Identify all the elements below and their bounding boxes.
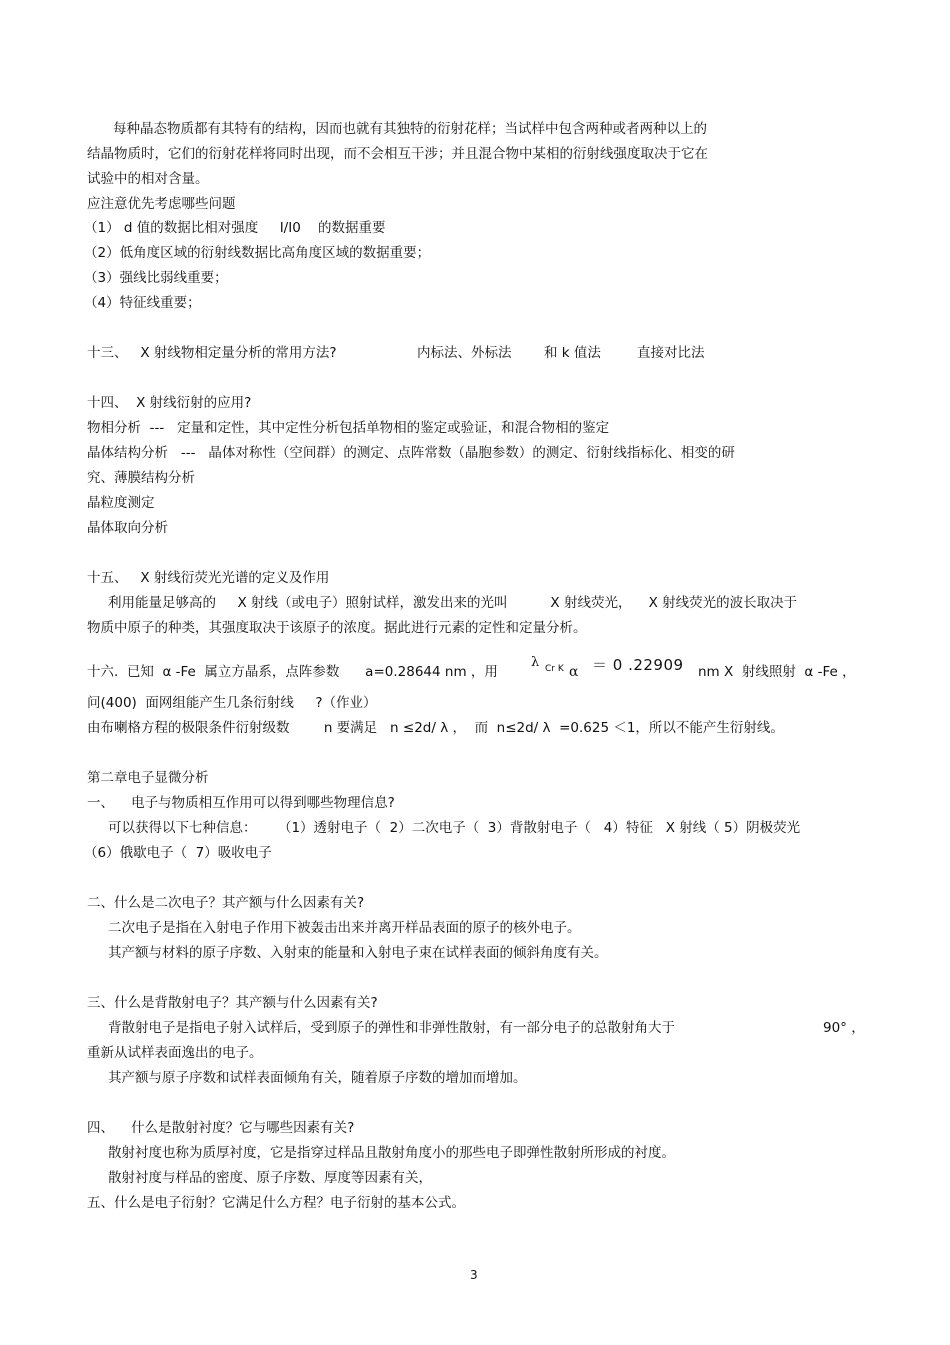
question-heading: 五、什么是电子衍射？它满足什么方程？电子衍射的基本公式。 (87, 1195, 465, 1211)
lambda-value: ＝ 0 .22909 (592, 656, 684, 674)
paragraph-line: 晶粒度测定 (87, 495, 155, 511)
list-item: （1） d 值的数据比相对强度 I/I0 的数据重要 (84, 220, 386, 236)
paragraph-line: 散射衬度与样品的密度、原子序数、厚度等因素有关， (108, 1170, 432, 1186)
paragraph-line: 问(400) 面网组能产生几条衍射线 ?（作业） (87, 695, 377, 711)
paragraph-line: 其产额与材料的原子序数、入射束的能量和入射电子束在试样表面的倾斜角度有关。 (108, 945, 608, 961)
paragraph-line: 物质中原子的种类，其强度取决于该原子的浓度。据此进行元素的定性和定量分析。 (87, 620, 587, 636)
list-item: （2）低角度区域的衍射线数据比高角度区域的数据重要； (84, 245, 431, 261)
paragraph-line: 由布喇格方程的极限条件衍射级数 n 要满足 n ≤2d/ λ ， 而 n≤2d/ λ =0.625 ＜1，所以不能产生衍射线。 (87, 720, 784, 736)
question-heading: 十五、 X 射线衍荧光光谱的定义及作用 (87, 570, 330, 586)
paragraph-line: （6）俄歇电子（ 7）吸收电子 (84, 845, 272, 861)
question-heading: 二、什么是二次电子？其产额与什么因素有关? (87, 895, 365, 911)
paragraph-line: 每种晶态物质都有其特有的结构，因而也就有其独特的衍射花样；当试样中包含两种或者两种以上的 (113, 121, 707, 137)
paragraph-line: 试验中的相对含量。 (87, 171, 209, 187)
answer-method: 直接对比法 (637, 345, 705, 361)
page-number: 3 (470, 1268, 478, 1282)
paragraph-line: 晶体取向分析 (87, 520, 168, 536)
paragraph-line: 其产额与原子序数和试样表面倾角有关，随着原子序数的增加而增加。 (108, 1070, 527, 1086)
list-item: （3）强线比弱线重要； (84, 270, 228, 286)
paragraph-line: 究、薄膜结构分析 (87, 470, 195, 486)
paragraph-line: 可以获得以下七种信息： （1）透射电子（ 2）二次电子（ 3）背散射电子（ 4）特征 X 射线（ 5）阴极荧光 (108, 820, 801, 836)
paragraph-line: 晶体结构分析 --- 晶体对称性（空间群）的测定、点阵常数（晶胞参数）的测定、衍射线指标化、相变的研 (87, 445, 735, 461)
question-heading: 十四、 X 射线衍射的应用? (87, 395, 252, 411)
question-heading: 四、 什么是散射衬度？它与哪些因素有关? (87, 1120, 355, 1136)
paragraph-line: 利用能量足够高的 X 射线（或电子）照射试样，激发出来的光叫 X 射线荧光， X 射线荧光的波长取决于 (108, 595, 798, 611)
question-heading: 十三、 X 射线物相定量分析的常用方法? (87, 345, 337, 361)
question-heading: 十六. 已知 α -Fe 属立方晶系，点阵参数 a=0.28644 nm ，用 (87, 664, 498, 680)
paragraph-line: 结晶物质时，它们的衍射花样将同时出现，而不会相互干涉；并且混合物中某相的衍射线强度取决于它在 (87, 146, 708, 162)
answer-method: 和 k 值法 (544, 345, 601, 361)
paragraph-line: 二次电子是指在入射电子作用下被轰击出来并离开样品表面的原子的核外电子。 (108, 920, 581, 936)
paragraph-line: 重新从试样表面逸出的电子。 (87, 1045, 263, 1061)
answer-method: 内标法、外标法 (417, 345, 512, 361)
paragraph-line: nm X 射线照射 α -Fe ， (698, 664, 856, 680)
paragraph-line: 背散射电子是指电子射入试样后，受到原子的弹性和非弹性散射，有一部分电子的总散射角大于 (108, 1020, 675, 1036)
list-item: （4）特征线重要； (84, 295, 201, 311)
lambda-symbol: λ (531, 655, 540, 670)
question-line: 应注意优先考虑哪些问题 (87, 196, 236, 212)
question-heading: 三、什么是背散射电子？其产额与什么因素有关? (87, 995, 378, 1011)
paragraph-line: 物相分析 --- 定量和定性，其中定性分析包括单物相的鉴定或验证，和混合物相的鉴定 (87, 420, 610, 436)
lambda-subscript: Cr K (545, 664, 564, 674)
question-heading: 一、 电子与物质相互作用可以得到哪些物理信息? (87, 795, 395, 811)
angle-value: 90° ， (823, 1020, 865, 1036)
chapter-title: 第二章电子显微分析 (87, 770, 209, 786)
paragraph-line: 散射衬度也称为质厚衬度，它是指穿过样品且散射角度小的那些电子即弹性散射所形成的衬度。 (108, 1145, 675, 1161)
lambda-alpha: α (569, 664, 579, 680)
